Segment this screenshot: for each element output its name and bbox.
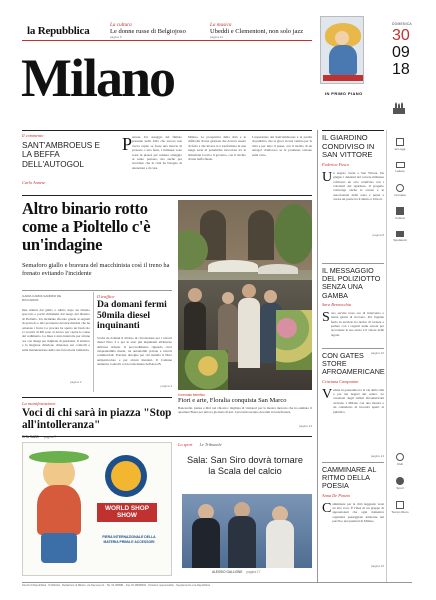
index-item[interactable]: Cultura (389, 207, 411, 221)
smog-headline: Da domani fermi 50mila diesel inquinanti (97, 299, 167, 332)
poetry-body: amminare per la città leggendo versi ad alta voce. È l'idea di un gruppo di appassionati che ogni domenica organizza passeggiate letterarie nei parchi e nei quartieri di Milano. (332, 501, 384, 524)
duomo-icon (392, 100, 406, 114)
rally-story[interactable] (22, 401, 172, 439)
teaser-title: Ubeddi e Clementoni, non solo jazz (210, 28, 304, 35)
caption-body: Bancarelle, piante e libri nel chiostro: migliaia di visitatori per la mostra mercato che ha animato il quartiere Brera per tutta la giornata di ieri. I proventi saranno devoluti in beneficenza. (178, 406, 312, 415)
index-item[interactable]: Sport (389, 477, 411, 491)
index-item[interactable]: Club (389, 453, 411, 467)
poetry-ref: pagina 16 (370, 563, 384, 568)
date-year: 18 (392, 61, 410, 78)
ad-brand: WORLD SHOP SHOW (97, 503, 157, 522)
garden-ref: pagina 8 (372, 232, 384, 237)
gates-title: CON GATES STORE AFROAMERICANE (322, 351, 385, 377)
poetry-title: CAMMINARE AL RITMO DELLA POESIA (322, 465, 377, 491)
date-day: 30 (392, 27, 410, 44)
main-body: Due minuti dal giallo e subito dopo un binario spaccato a pochi chilometri dal luogo del disastro di Pioltello. Un incidente sfiorato grazie ai segnali di pericolo e alla prontezza del macchinista che ha azionato i freni. La procura ha aperto un fascicolo e i tecnici di Rfi sono al lavoro per capire le cause del cedimento. La linea è stata interrotta per alcune ore con disagi per migliaia di pendolari. Il sindaco e la Regione chiedono chiarezza sui controlli e sulla manutenzione della rete ferroviaria lombarda. (22, 308, 90, 352)
rally-kicker: La manifestazione (22, 401, 56, 406)
teaser-kicker: La cultura (110, 22, 132, 28)
teaser-kicker: La musica (210, 22, 232, 28)
sport-ref: pagina 17 (246, 570, 261, 574)
index-item[interactable]: Ieri oggi (389, 138, 411, 152)
garden-author: Federica Fusco (322, 161, 350, 167)
sport-photo[interactable] (182, 494, 312, 568)
gates-author: Cristiana Campanini (322, 378, 359, 384)
main-ref: pagina 2 (70, 380, 82, 384)
book-icon (396, 207, 404, 215)
main-subhead: Semaforo giallo e bravura del macchinista così il treno ha frenato evitando l'incidente (22, 262, 170, 277)
sport-headline: Sala: San Siro dovrà tornare la Scala del calcio (187, 455, 303, 476)
editorial-dropcap: P (122, 134, 133, 154)
music-teaser[interactable] (210, 22, 310, 39)
calendar-icon (396, 138, 404, 146)
sport-author: ALESSIO GALLIONE (212, 570, 243, 574)
envelope-icon (396, 162, 405, 168)
editorial-body-col3: L'esperienza del Sant'Ambroeus è la partita di pubblico che si gioca in una vetrina per la città e per tutto il paese, con il rischio di un autogol clamoroso se le promesse restano sulla carta. (252, 135, 312, 157)
story-gates[interactable] (322, 352, 384, 458)
caption-ref: pagina 13 (298, 424, 312, 428)
sport-box[interactable] (178, 442, 312, 576)
star-icon (396, 501, 404, 509)
index-item[interactable]: Tempo libero (389, 501, 411, 515)
index-column (389, 138, 411, 514)
ad-tagline: FIERA INTERNAZIONALE DELLA MATERIA PRIMA E ACCESSORI (102, 535, 156, 544)
caption-kicker: Il mercato benefico (178, 393, 205, 397)
culture-teaser[interactable] (110, 22, 196, 39)
garden-dropcap: U (322, 169, 333, 185)
caption-title: Fiori e arte, Floralia conquista San Marco (178, 397, 287, 404)
policeman-body: ono servite nove ore di intervento e trenta giorni di ricovero. Poi l'agente ferito in servizio ha deciso di tornare a parlare con i ragazzi nelle scuole per raccontare la sua storia e il valore delle regole. (330, 310, 384, 337)
world-shop-show-ad[interactable] (22, 442, 172, 576)
section-label: IN PRIMO PIANO (325, 91, 363, 96)
gates-ref: pagina 14 (370, 453, 384, 458)
newspaper-logo[interactable]: la Repubblica (27, 25, 90, 37)
story-garden[interactable] (322, 134, 384, 237)
index-item[interactable]: Cronaca (389, 184, 411, 198)
sport-subkicker: Le Tribunale (199, 442, 222, 447)
sport-kicker: Lo sport (178, 442, 193, 447)
teaser-title: Le donne russe di Belgiojoso (110, 28, 186, 35)
smog-ref: pagina 3 (160, 383, 172, 388)
culture-poster-thumbnail[interactable] (320, 16, 364, 84)
photo-caption (178, 393, 312, 428)
policeman-dropcap: S (322, 309, 330, 325)
info-icon (396, 184, 404, 192)
teaser-ref: pagina 9 (110, 35, 122, 39)
smog-body: Scatta da domani il divieto di circolazione per i veicoli diesel Euro 3 e per le auto più inquinanti all'interno dell'area urbana. Il provvedimento riguarda circa cinquantamila mezzi, tra automobili private e veicoli commerciali. Previste deroghe per chi installa il filtro antiparticolato e per alcuni mestieri. Il Comune annuncia controlli con le telecamere dell'Area B. (97, 335, 172, 367)
day-label: DOMENICA (392, 22, 412, 26)
smog-story[interactable] (97, 294, 172, 388)
editorial-kicker: Il commento (22, 133, 44, 138)
main-byline: ILARIA CARRA SANDRO DE RICCARDIS (22, 294, 62, 302)
policeman-title: IL MESSAGGIO DEL POLIZIOTTO SENZA UNA GAMBA (322, 266, 381, 300)
garden-title: IL GIARDINO CONDIVISO IN SAN VITTORE (322, 133, 375, 160)
smog-kicker: Il traffico (97, 294, 115, 299)
editorial-body-col1: ensate. Un assaggio del filmato presente nella folla che ancora non aveva capito se fosse una marcia di protesta o una festa, i milanesi sono scesi in piazza per rendere omaggio al santo patrono, ma anche per ricordare che la città ha bisogno di attenzioni e di cura. (132, 135, 182, 170)
index-item[interactable]: Spettacoli (389, 231, 411, 243)
editorial-title: SANT'AMBROEUS E LA BEFFA DELL'AUTOGOL (22, 141, 100, 169)
gates-body: edute in passerella tra le vie della città e poi nei negozi del centro. Le creazioni degli stilisti afroamericani arrivano a Milano con una mostra e un calendario di incontri aperti al pubblico. (333, 387, 384, 414)
editorial[interactable] (22, 133, 312, 193)
story-policeman[interactable] (322, 267, 384, 355)
policeman-author: Sara Bernacchia (322, 301, 351, 307)
club-icon (396, 453, 404, 461)
editorial-body-col2: Milano. Le prospettive della città e le difficoltà di una giornata che doveva essere di festa e che invece si è trasformata in una lunga serie di polemiche incrociate tra le istituzioni locali e il governo, con il rischio di una beffa finale. (188, 135, 246, 162)
footer-text: Servizi di Repubblica · Pubblicità · Redazione di Milano: via Nervesa 21 · Tel. 02 480981 · Fax 02 48098294 · Direttore responsabile · Supplemento a la Repubblica (22, 584, 210, 587)
poetry-dropcap: C (322, 500, 332, 516)
date-month: 09 (392, 44, 410, 61)
teaser-ref: pagina 11 (210, 35, 223, 39)
policeman-ref: pagina 10 (370, 350, 384, 355)
market-photo[interactable] (178, 200, 312, 390)
rally-headline: Voci di chi sarà in piazza "Stop all'intolleranza" (22, 407, 172, 432)
story-poetry[interactable] (322, 466, 384, 568)
main-headline[interactable]: Altro binario rotto come a Pioltello c'è un'indagine (22, 199, 151, 255)
editorial-author: Carlo Annese (22, 180, 46, 185)
poetry-author: Anna De Ponzio (322, 492, 351, 498)
ball-icon (396, 477, 404, 485)
edition-title: Milano (21, 48, 175, 108)
garden-body: n angolo verde a San Vittore. Da giugno i detenuti del carcere milanese coltivano un orto condiviso con i volontari del quartiere. Il progetto coinvolge anche le scuole e le associazioni della zona e punta a creare un ponte tra il dentro e il fuori. (333, 170, 384, 202)
ticket-icon (396, 231, 404, 237)
index-item[interactable]: Lettere (389, 162, 411, 174)
gates-dropcap: V (322, 386, 333, 402)
